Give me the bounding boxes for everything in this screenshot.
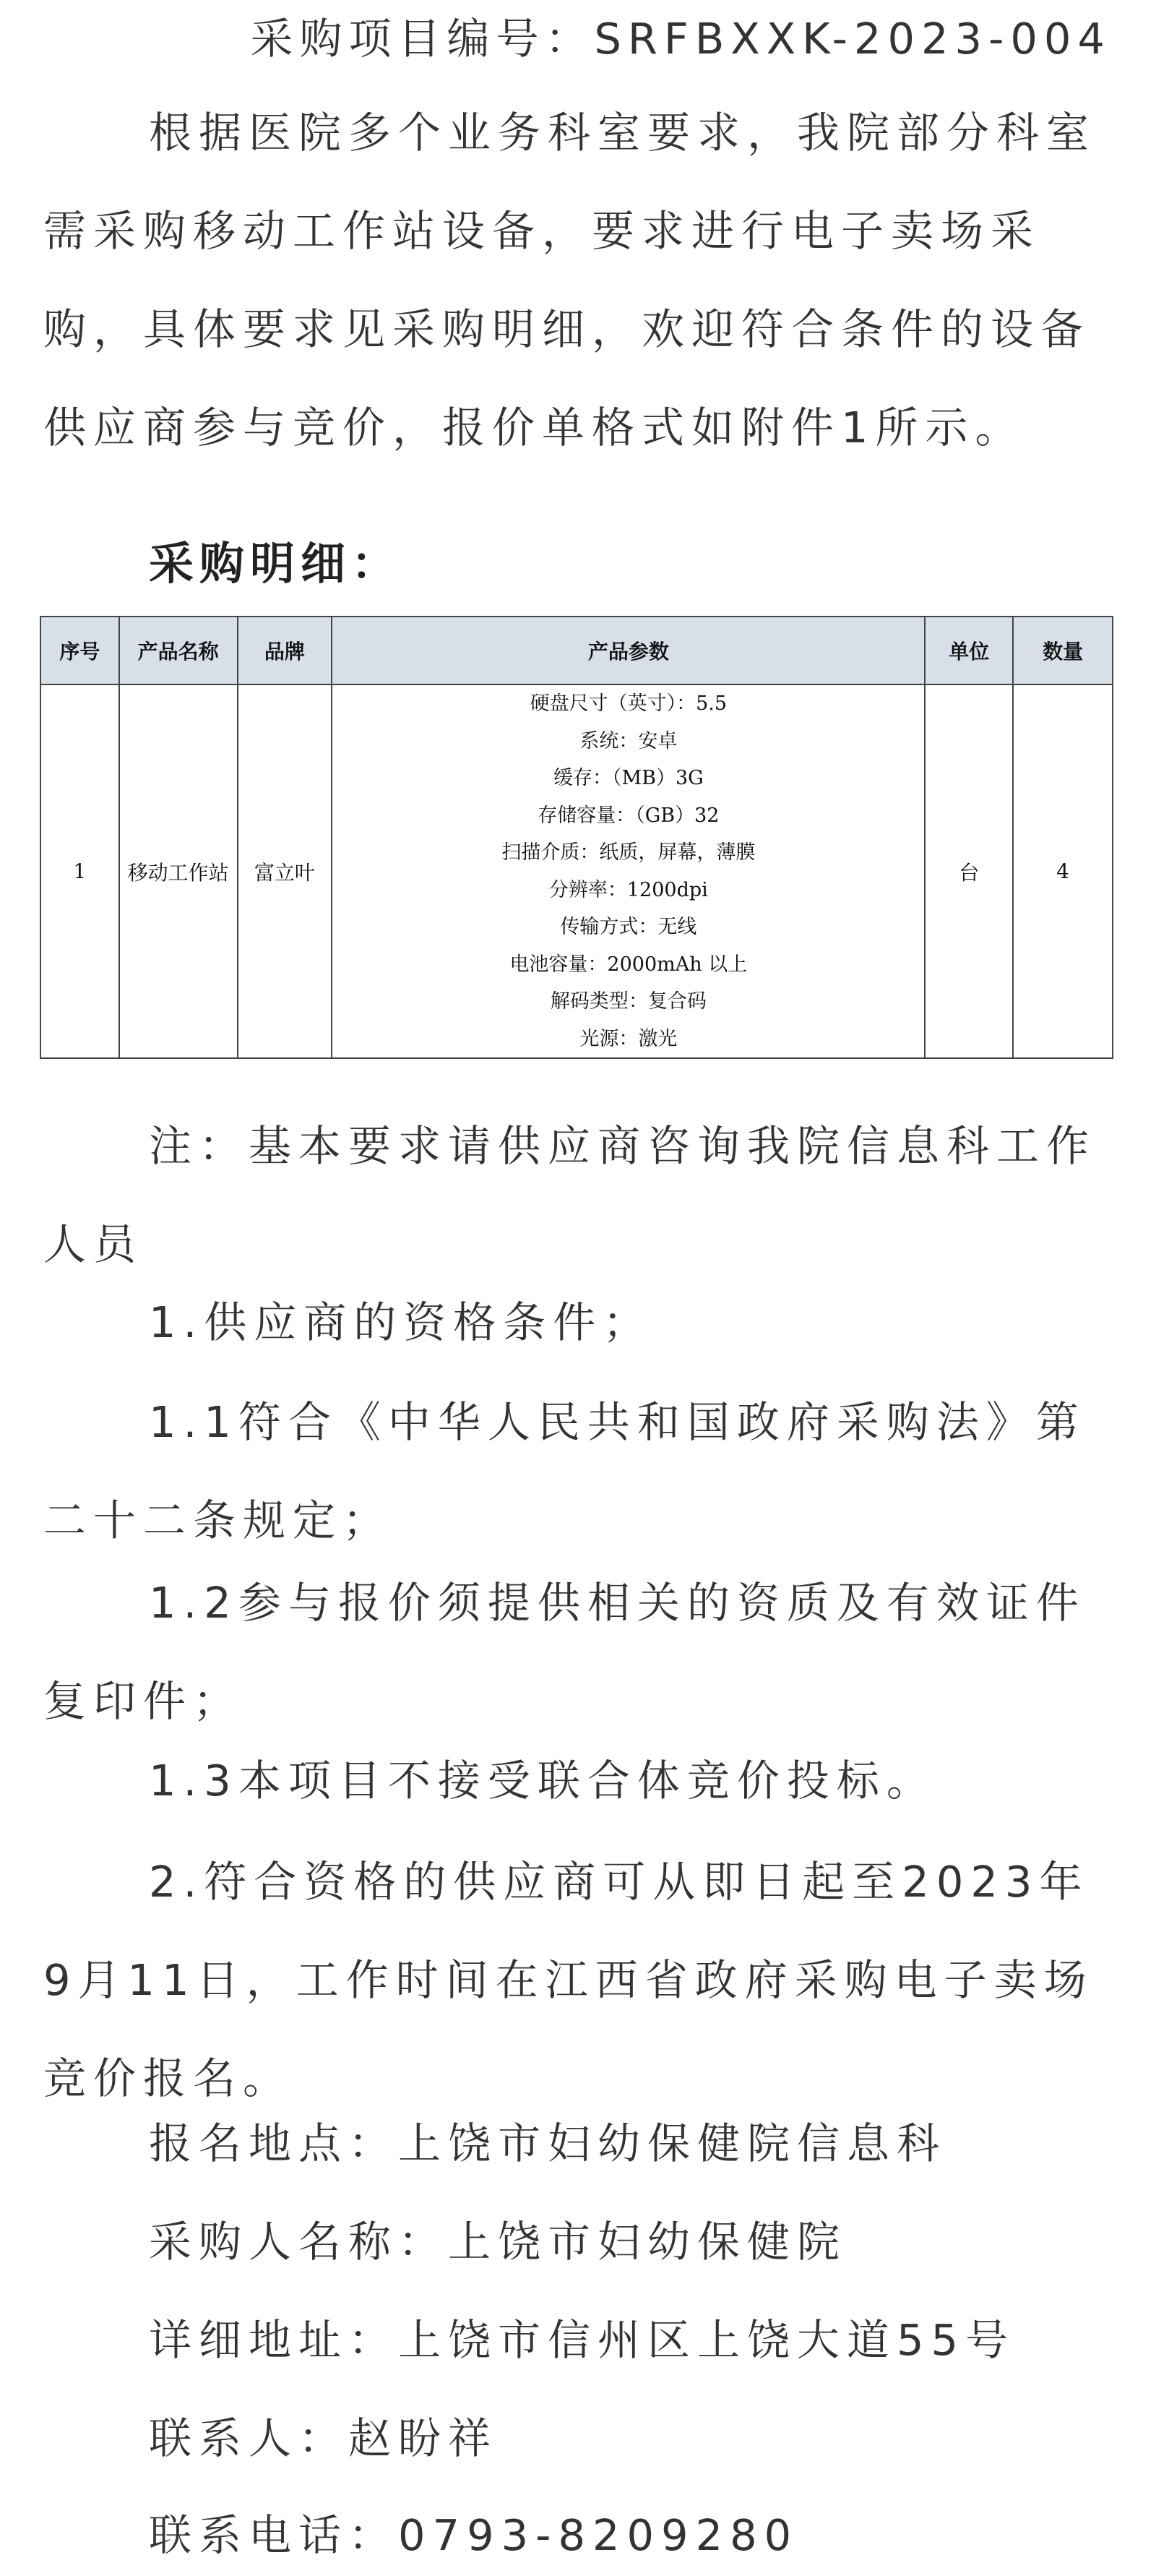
param-line: 缓存：（MB）3G xyxy=(553,767,704,789)
param-line: 扫描介质：纸质，屏幕，薄膜 xyxy=(501,841,756,864)
qualification-1-3: 1.3本项目不接受联合体竞价投标。 xyxy=(149,1756,936,1806)
cell-quantity: 4 xyxy=(1013,684,1113,1058)
cell-product-name: 移动工作站 xyxy=(119,684,238,1058)
header-brand: 品牌 xyxy=(238,617,332,684)
detailed-address: 详细地址：上饶市信州区上饶大道55号 xyxy=(149,2315,1016,2365)
project-number: 采购项目编号：SRFBXXK-2023-004 xyxy=(250,14,1111,64)
note-paragraph: 注：基本要求请供应商咨询我院信息科工作人员 xyxy=(43,1121,1097,1269)
param-line: 电池容量：2000mAh 以上 xyxy=(509,953,748,976)
param-line: 存储容量：（GB）32 xyxy=(538,804,720,827)
header-params: 产品参数 xyxy=(332,617,925,684)
procurement-table xyxy=(40,616,1113,1059)
header-product-name: 产品名称 xyxy=(119,617,238,684)
intro-paragraph: 根据医院多个业务科室要求，我院部分科室需采购移动工作站设备，要求进行电子卖场采购，具体要求见采购明细，欢迎符合条件的设备供应商参与竞价，报价单格式如附件1所示。 xyxy=(43,108,1097,452)
param-line: 硬盘尺寸（英寸）：5.5 xyxy=(530,692,728,715)
qualification-title: 1.供应商的资格条件； xyxy=(149,1297,653,1347)
param-line: 传输方式：无线 xyxy=(560,916,697,938)
cell-index: 1 xyxy=(40,684,119,1058)
contact-person: 联系人：赵盼祥 xyxy=(149,2413,499,2463)
param-line: 系统：安卓 xyxy=(579,729,678,752)
item-2-paragraph: 2.符合资格的供应商可从即日起至2023年9月11日，工作时间在江西省政府采购电子卖场竞价报名。 xyxy=(43,1857,1094,2103)
param-line: 解码类型：复合码 xyxy=(550,990,707,1013)
param-line: 光源：激光 xyxy=(579,1027,678,1050)
qualification-1-1: 1.1符合《中华人民共和国政府采购法》第二十二条规定； xyxy=(43,1397,1086,1545)
table-header-row xyxy=(40,617,1113,684)
registration-place: 报名地点：上饶市妇幼保健院信息科 xyxy=(149,2118,947,2168)
qualification-1-2: 1.2参与报价须提供相关的资质及有效证件复印件； xyxy=(43,1578,1086,1726)
cell-brand: 富立叶 xyxy=(238,684,332,1058)
param-line: 分辨率：1200dpi xyxy=(548,878,708,901)
cell-unit: 台 xyxy=(925,684,1013,1058)
header-unit: 单位 xyxy=(925,617,1013,684)
purchaser-name: 采购人名称：上饶市妇幼保健院 xyxy=(149,2217,847,2267)
cell-params xyxy=(332,684,925,1058)
table-row xyxy=(40,684,1113,1058)
contact-phone: 联系电话：0793-8209280 xyxy=(149,2510,799,2560)
detail-heading: 采购明细： xyxy=(149,537,402,590)
header-quantity: 数量 xyxy=(1013,617,1113,684)
header-index: 序号 xyxy=(40,617,119,684)
